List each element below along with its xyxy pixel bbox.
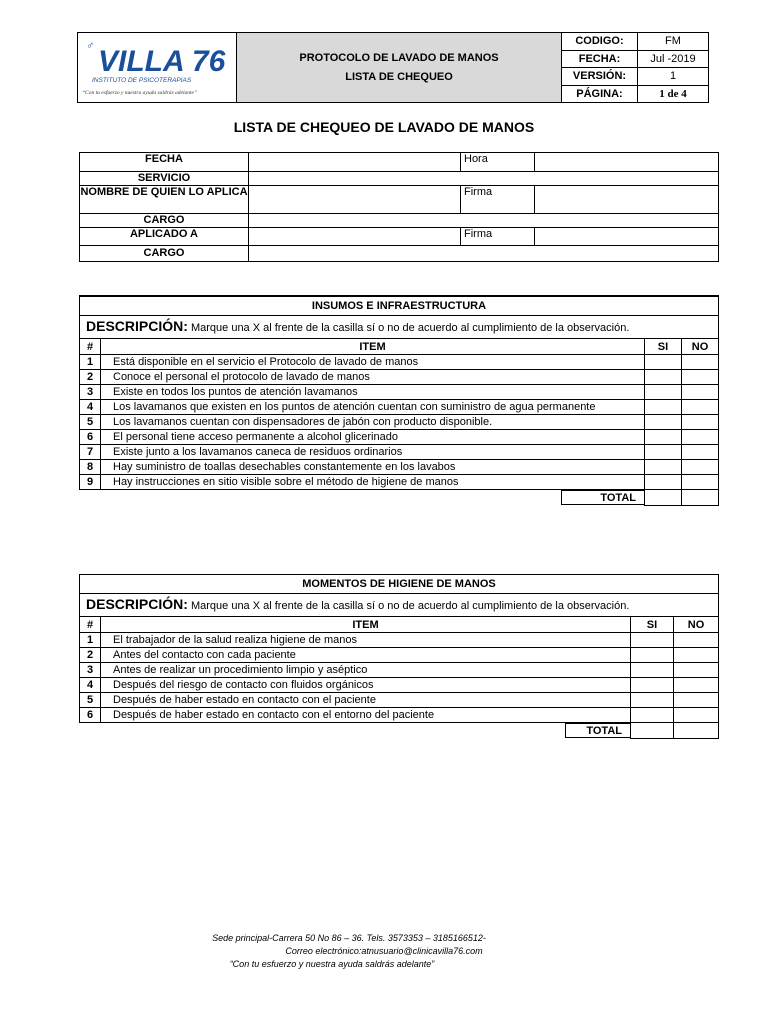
- document-header: [77, 32, 709, 103]
- col-no-header: NO: [682, 339, 719, 355]
- total-label: TOTAL: [561, 490, 644, 505]
- item-number: 8: [80, 460, 101, 475]
- table-row: [80, 663, 719, 678]
- servicio-field[interactable]: [249, 172, 719, 186]
- total-no-cell[interactable]: [682, 490, 719, 506]
- si-checkbox-cell[interactable]: [645, 370, 682, 385]
- col-si-header: SI: [631, 617, 674, 633]
- page-footer: [0, 932, 768, 971]
- col-no-header: NO: [674, 617, 719, 633]
- item-number: 7: [80, 445, 101, 460]
- no-checkbox-cell[interactable]: [674, 633, 719, 648]
- si-checkbox-cell[interactable]: [645, 430, 682, 445]
- firma2-field[interactable]: [535, 228, 719, 246]
- version-value: 1: [638, 68, 709, 86]
- item-text: Hay instrucciones en sitio visible sobre el método de higiene de manos: [101, 475, 645, 490]
- section-title: INSUMOS E INFRAESTRUCTURA: [80, 296, 719, 316]
- item-number: 4: [80, 400, 101, 415]
- fecha-value: Jul -2019: [638, 50, 709, 68]
- table-row: [80, 648, 719, 663]
- item-number: 2: [80, 370, 101, 385]
- no-checkbox-cell[interactable]: [682, 415, 719, 430]
- si-checkbox-cell[interactable]: [645, 445, 682, 460]
- table-row: [80, 460, 719, 475]
- firma1-field[interactable]: [535, 186, 719, 214]
- document-title: LISTA DE CHEQUEO DE LAVADO DE MANOS: [233, 119, 535, 135]
- no-checkbox-cell[interactable]: [674, 708, 719, 723]
- no-checkbox-cell[interactable]: [674, 663, 719, 678]
- item-number: 3: [80, 663, 101, 678]
- hora-field-label: Hora: [461, 153, 535, 172]
- firma1-field-label: Firma: [461, 186, 535, 214]
- total-label-wrap: [101, 723, 631, 739]
- table-row: [80, 370, 719, 385]
- no-checkbox-cell[interactable]: [674, 693, 719, 708]
- momentos-checklist: [79, 574, 719, 739]
- svg-text:♂: ♂: [86, 40, 95, 52]
- si-checkbox-cell[interactable]: [631, 678, 674, 693]
- table-row: [80, 430, 719, 445]
- si-checkbox-cell[interactable]: [645, 355, 682, 370]
- col-item-header: ITEM: [101, 617, 631, 633]
- table-row: [80, 475, 719, 490]
- logo-cell: [78, 33, 237, 103]
- no-checkbox-cell[interactable]: [682, 445, 719, 460]
- item-text: Después del riesgo de contacto con fluidos orgánicos: [101, 678, 631, 693]
- item-number: 9: [80, 475, 101, 490]
- item-text: Está disponible en el servicio el Protocolo de lavado de manos: [101, 355, 645, 370]
- no-checkbox-cell[interactable]: [682, 475, 719, 490]
- codigo-label: CODIGO:: [562, 33, 638, 51]
- hora-field[interactable]: [535, 153, 719, 172]
- description-text: Marque una X al frente de la casilla sí o no de acuerdo al cumplimiento de la observación.: [190, 600, 630, 612]
- firma2-field-label: Firma: [461, 228, 535, 246]
- section-title: MOMENTOS DE HIGIENE DE MANOS: [80, 575, 719, 594]
- total-row: [80, 723, 719, 739]
- item-number: 3: [80, 385, 101, 400]
- item-number: 6: [80, 430, 101, 445]
- no-checkbox-cell[interactable]: [682, 385, 719, 400]
- logo-slogan: “Con tu esfuerzo y nuestra ayuda saldrás adelante”: [82, 90, 198, 96]
- si-checkbox-cell[interactable]: [631, 648, 674, 663]
- item-number: 1: [80, 355, 101, 370]
- nombre-field[interactable]: [249, 186, 461, 214]
- total-no-cell[interactable]: [674, 723, 719, 739]
- table-row: [80, 385, 719, 400]
- si-checkbox-cell[interactable]: [645, 475, 682, 490]
- section-description: [80, 594, 719, 617]
- footer-address: Sede principal-Carrera 50 No 86 – 36. Tels. 3573353 – 3185166512-: [212, 933, 486, 943]
- total-row: [80, 490, 719, 506]
- table-row: [80, 355, 719, 370]
- logo-text: VILLA 76: [98, 45, 226, 78]
- item-number: 5: [80, 415, 101, 430]
- item-text: Antes del contacto con cada paciente: [101, 648, 631, 663]
- no-checkbox-cell[interactable]: [674, 678, 719, 693]
- total-spacer: [80, 723, 101, 739]
- item-text: Existe junto a los lavamanos caneca de residuos ordinarios: [101, 445, 645, 460]
- total-label-wrap: [101, 490, 645, 506]
- no-checkbox-cell[interactable]: [682, 400, 719, 415]
- no-checkbox-cell[interactable]: [682, 430, 719, 445]
- logo-subtitle: INSTITUTO DE PSICOTERAPIAS: [92, 77, 192, 84]
- item-number: 5: [80, 693, 101, 708]
- item-text: El personal tiene acceso permanente a alcohol glicerinado: [101, 430, 645, 445]
- section-description: [80, 316, 719, 339]
- item-text: El trabajador de la salud realiza higiene de manos: [101, 633, 631, 648]
- protocol-title-cell: [237, 33, 562, 103]
- item-text: Los lavamanos que existen en los puntos de atención cuentan con suministro de agua permanente: [101, 400, 645, 415]
- aplicado-field-label: APLICADO A: [80, 228, 249, 246]
- description-label: DESCRIPCIÓN:: [86, 596, 188, 612]
- col-item-header: ITEM: [101, 339, 645, 355]
- protocol-subtitle: LISTA DE CHEQUEO: [345, 70, 453, 83]
- item-text: Antes de realizar un procedimiento limpio y aséptico: [101, 663, 631, 678]
- item-number: 6: [80, 708, 101, 723]
- total-spacer: [80, 490, 101, 506]
- total-si-cell[interactable]: [631, 723, 674, 739]
- cargo2-field-label: CARGO: [80, 246, 249, 262]
- table-row: [80, 415, 719, 430]
- col-num-header: #: [80, 339, 101, 355]
- item-text: Después de haber estado en contacto con el paciente: [101, 693, 631, 708]
- no-checkbox-cell[interactable]: [682, 460, 719, 475]
- info-table: [79, 152, 719, 262]
- insumos-checklist: [79, 295, 719, 506]
- table-row: [80, 400, 719, 415]
- codigo-value: FM: [638, 33, 709, 51]
- table-row: [80, 693, 719, 708]
- villa76-logo: [78, 33, 236, 99]
- si-checkbox-cell[interactable]: [645, 460, 682, 475]
- footer-slogan: “Con tu esfuerzo y nuestra ayuda saldrás adelante”: [229, 959, 435, 969]
- item-number: 1: [80, 633, 101, 648]
- si-checkbox-cell[interactable]: [645, 385, 682, 400]
- cargo1-field[interactable]: [249, 214, 719, 228]
- total-label: TOTAL: [565, 723, 630, 738]
- description-label: DESCRIPCIÓN:: [86, 318, 188, 334]
- version-label: VERSIÓN:: [562, 68, 638, 86]
- item-text: Los lavamanos cuentan con dispensadores de jabón con producto disponible.: [101, 415, 645, 430]
- si-checkbox-cell[interactable]: [631, 708, 674, 723]
- protocol-title: PROTOCOLO DE LAVADO DE MANOS: [299, 51, 499, 64]
- item-text: Conoce el personal el protocolo de lavado de manos: [101, 370, 645, 385]
- table-row: [80, 445, 719, 460]
- fecha-field-label: FECHA: [80, 153, 249, 172]
- table-row: [80, 678, 719, 693]
- col-num-header: #: [80, 617, 101, 633]
- pagina-label: PÁGINA:: [562, 85, 638, 103]
- aplicado-field[interactable]: [249, 228, 461, 246]
- nombre-field-label: NOMBRE DE QUIEN LO APLICA: [80, 186, 249, 214]
- no-checkbox-cell[interactable]: [682, 355, 719, 370]
- si-checkbox-cell[interactable]: [631, 693, 674, 708]
- fecha-label: FECHA:: [562, 50, 638, 68]
- item-text: Después de haber estado en contacto con el entorno del paciente: [101, 708, 631, 723]
- cargo2-field[interactable]: [249, 246, 719, 262]
- table-row: [80, 633, 719, 648]
- col-si-header: SI: [645, 339, 682, 355]
- item-text: Hay suministro de toallas desechables constantemente en los lavabos: [101, 460, 645, 475]
- si-checkbox-cell[interactable]: [645, 400, 682, 415]
- si-checkbox-cell[interactable]: [631, 663, 674, 678]
- footer-email: Correo electrónico:atnusuario@clinicavilla76.com: [285, 946, 483, 956]
- table-row: [80, 708, 719, 723]
- pagina-value: 1 de 4: [638, 85, 709, 103]
- description-text: Marque una X al frente de la casilla sí o no de acuerdo al cumplimiento de la observación.: [190, 322, 630, 334]
- item-number: 4: [80, 678, 101, 693]
- si-checkbox-cell[interactable]: [645, 415, 682, 430]
- total-si-cell[interactable]: [645, 490, 682, 506]
- fecha-field[interactable]: [249, 153, 461, 172]
- cargo1-field-label: CARGO: [80, 214, 249, 228]
- servicio-field-label: SERVICIO: [80, 172, 249, 186]
- no-checkbox-cell[interactable]: [682, 370, 719, 385]
- item-number: 2: [80, 648, 101, 663]
- item-text: Existe en todos los puntos de atención lavamanos: [101, 385, 645, 400]
- si-checkbox-cell[interactable]: [631, 633, 674, 648]
- no-checkbox-cell[interactable]: [674, 648, 719, 663]
